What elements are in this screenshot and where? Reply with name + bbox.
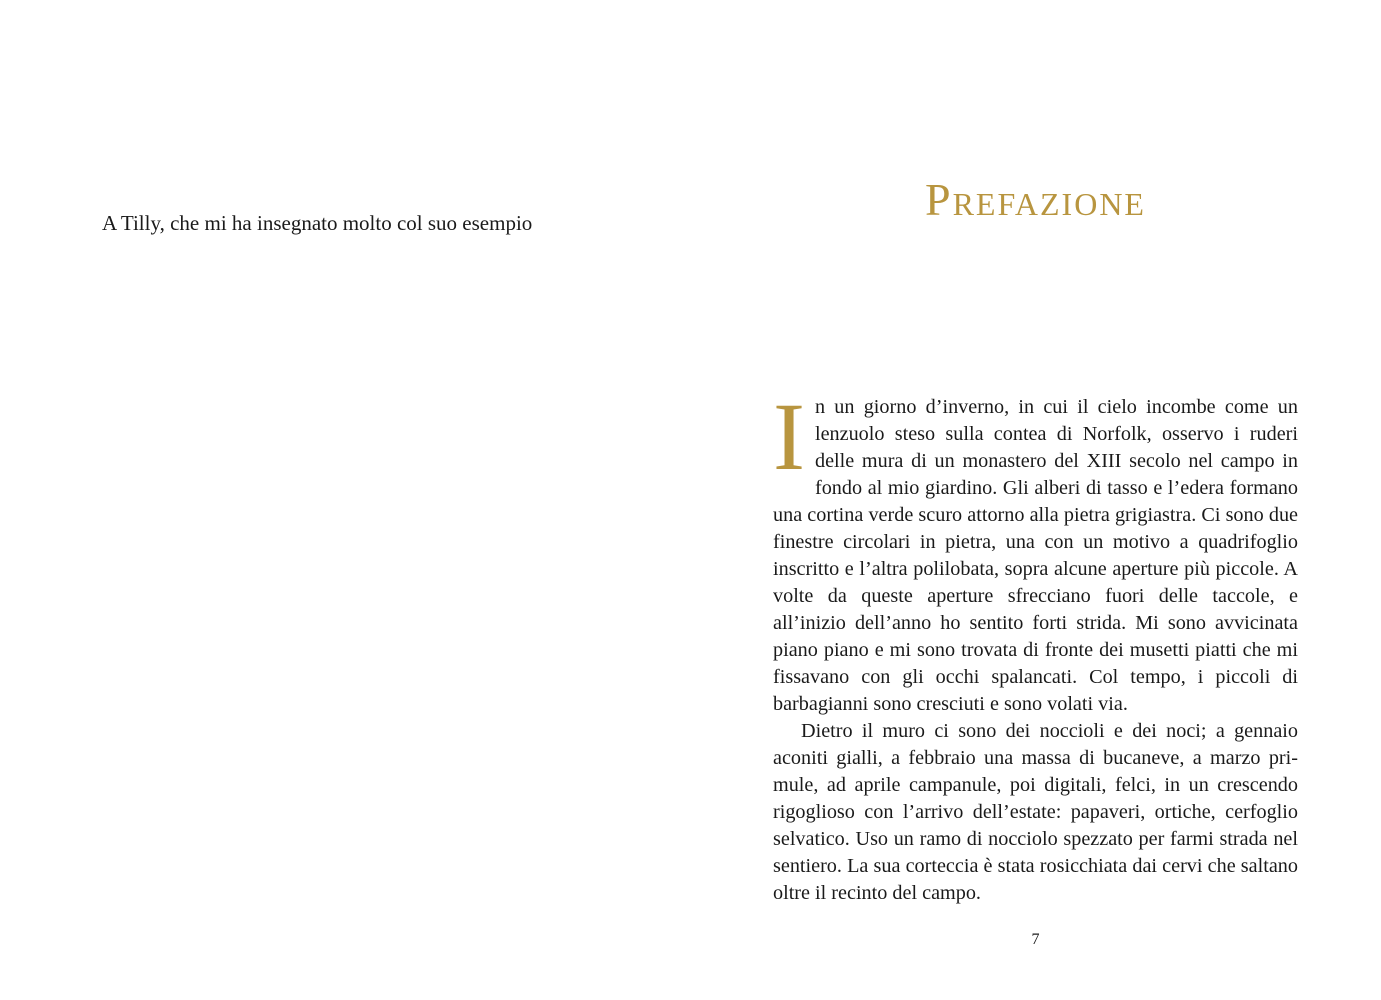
dedication: A Tilly, che mi ha insegnato molto col suo esempio	[102, 211, 533, 235]
page-number: 7	[1031, 931, 1040, 948]
left-page	[0, 0, 690, 1000]
chapter-title: Prefazione	[925, 174, 1146, 225]
body-text	[773, 383, 1298, 907]
paragraph-1-text: n un giorno d’inverno, in cui il cielo incombe come un lenzuolo steso sulla contea di Norfolk, osservo i ruderi delle mura di un monastero del XIII secolo nel campo in fondo al mio giardino. Gli alberi di tasso e l’edera formano una cortina verde scuro attorno alla pietra grigiastra. Ci sono due finestre circolari in pietra, una con un motivo a quadrifoglio inscritto e l’altra polilobata, sopra alcune aperture più piccole. A volte da queste aperture sfrecciano fuori delle taccole, e all’inizio dell’anno ho sentito forti strida. Mi sono avvicinata piano piano e mi sono trovata di fronte dei musetti piatti che mi fissavano con gli occhi spalancati. Col tempo, i piccoli di barbagianni sono cresciuti e sono volati via.	[773, 396, 1298, 715]
paragraph-2: Dietro il muro ci sono dei noccioli e dei noci; a gennaio aconiti gialli, a febbraio una massa di bucaneve, a marzo primule, ad aprile campanule, poi digitali, felci, in un crescendo rigoglioso con l’arrivo dell’estate: papaveri, ortiche, cerfoglio selvatico. Uso un ramo di nocciolo spezzato per farmi strada nel sentiero. La sua corteccia è stata rosicchiata dai cervi che saltano oltre il recinto del campo.	[773, 720, 1298, 904]
paragraph-1	[773, 383, 1298, 718]
right-page	[690, 0, 1381, 1000]
drop-cap: I	[773, 383, 805, 490]
